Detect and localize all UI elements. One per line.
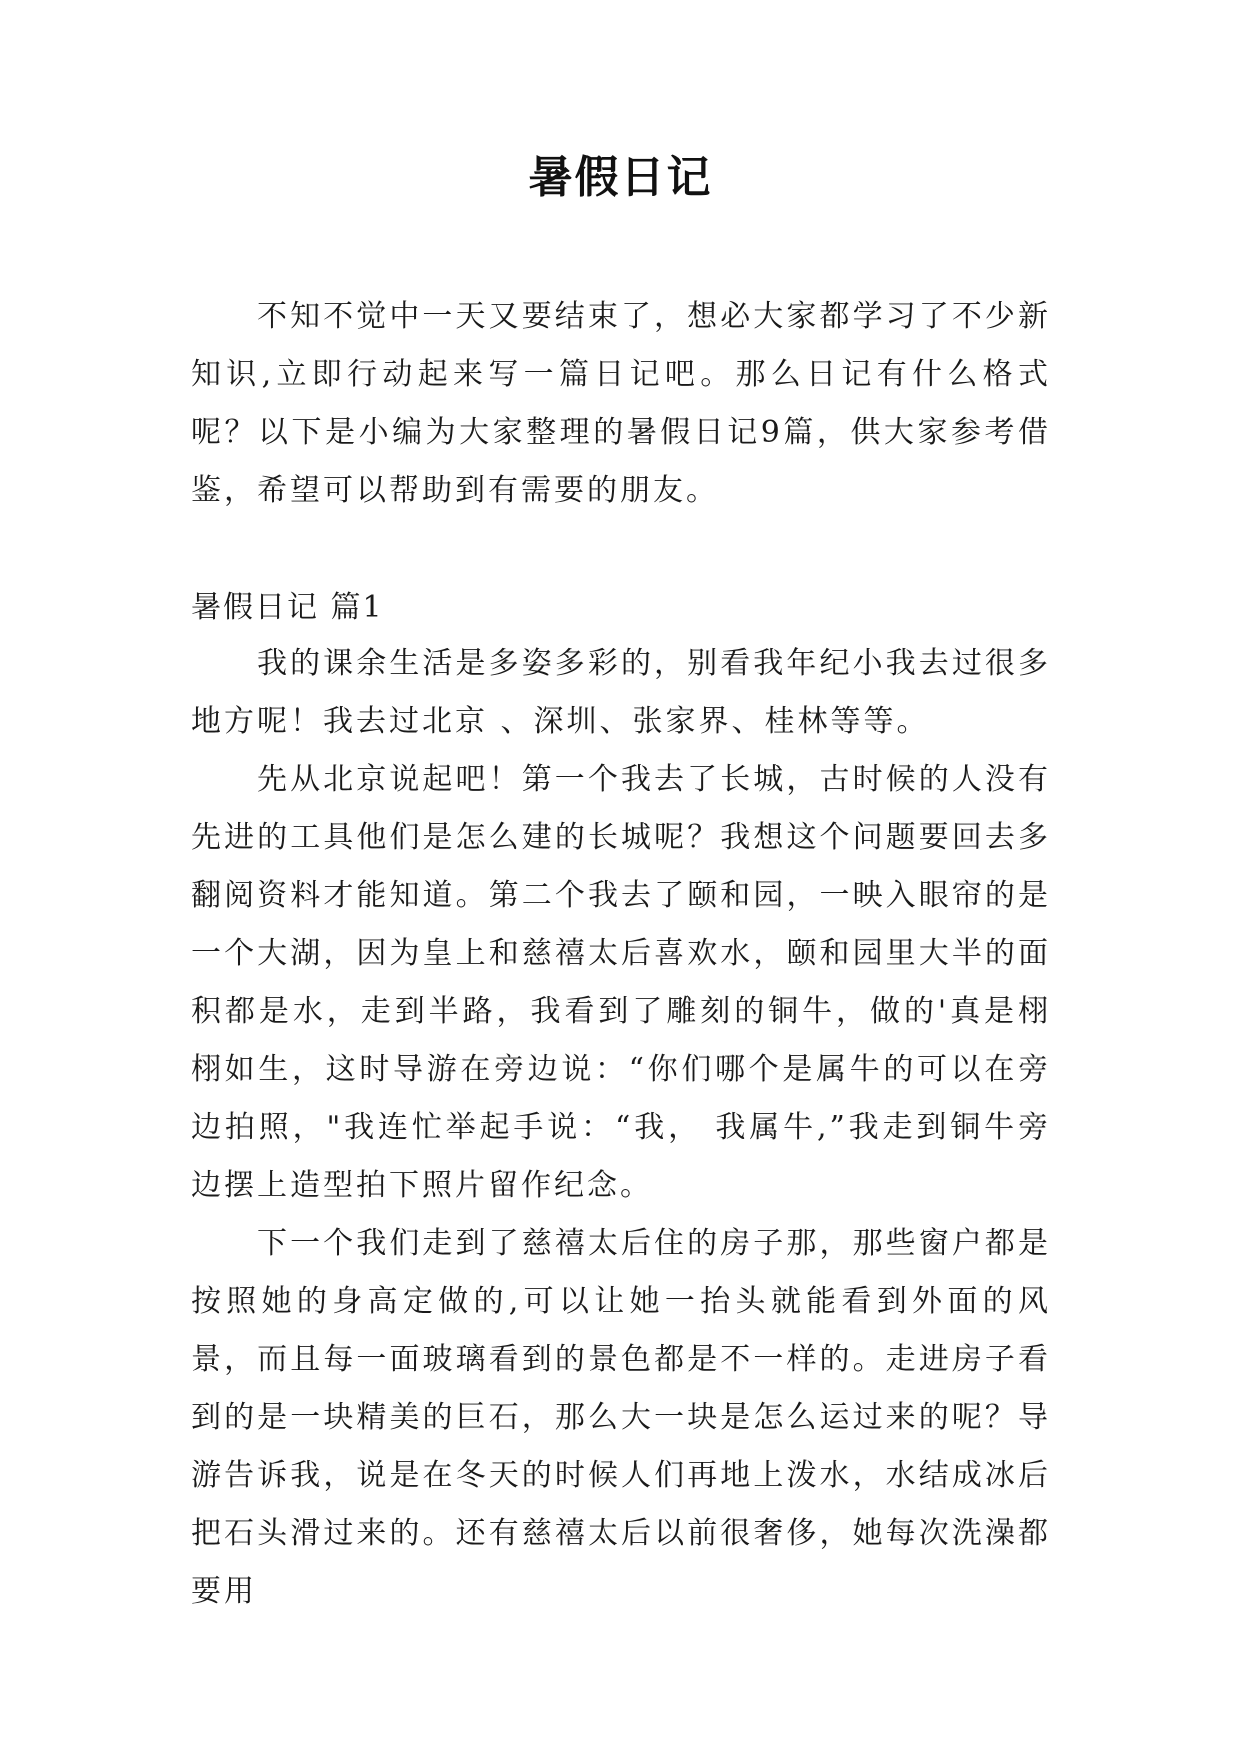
document-title: 暑假日记 (528, 152, 713, 203)
body-paragraph: 下一个我们走到了慈禧太后住的房子那，那些窗户都是按照她的身高定做的,可以让她一抬头就能看到外面的风景，而且每一面玻璃看到的景色都是不一样的。走进房子看到的是一块精美的巨石，那么大一块是怎么运过来的呢？导游告诉我，说是在冬天的时候人们再地上泼水，水结成冰后把石头滑过来的。还有慈禧太后以前很奢侈，她每次洗澡都要用 (191, 1226, 1051, 1609)
section-heading: 暑假日记 篇1 (191, 590, 384, 625)
body-paragraph: 我的课余生活是多姿多彩的，别看我年纪小我去过很多地方呢！我去过北京 、深圳、张家界、桂林等等。 (191, 646, 1051, 739)
body-paragraph: 先从北京说起吧！第一个我去了长城，古时候的人没有先进的工具他们是怎么建的长城呢？我想这个问题要回去多翻阅资料才能知道。第二个我去了颐和园，一映入眼帘的是一个大湖，因为皇上和慈禧太后喜欢水，颐和园里大半的面积都是水，走到半路，我看到了雕刻的铜牛，做的'真是栩栩如生，这时导游在旁边说：“你们哪个是属牛的可以在旁边拍照，"我连忙举起手说：“我， 我属牛,”我走到铜牛旁边摆上造型拍下照片留作纪念。 (191, 762, 1051, 1203)
intro-paragraph: 不知不觉中一天又要结束了，想必大家都学习了不少新知识,立即行动起来写一篇日记吧。那么日记有什么格式呢？以下是小编为大家整理的暑假日记9篇，供大家参考借鉴，希望可以帮助到有需要的朋友。 (191, 299, 1051, 508)
